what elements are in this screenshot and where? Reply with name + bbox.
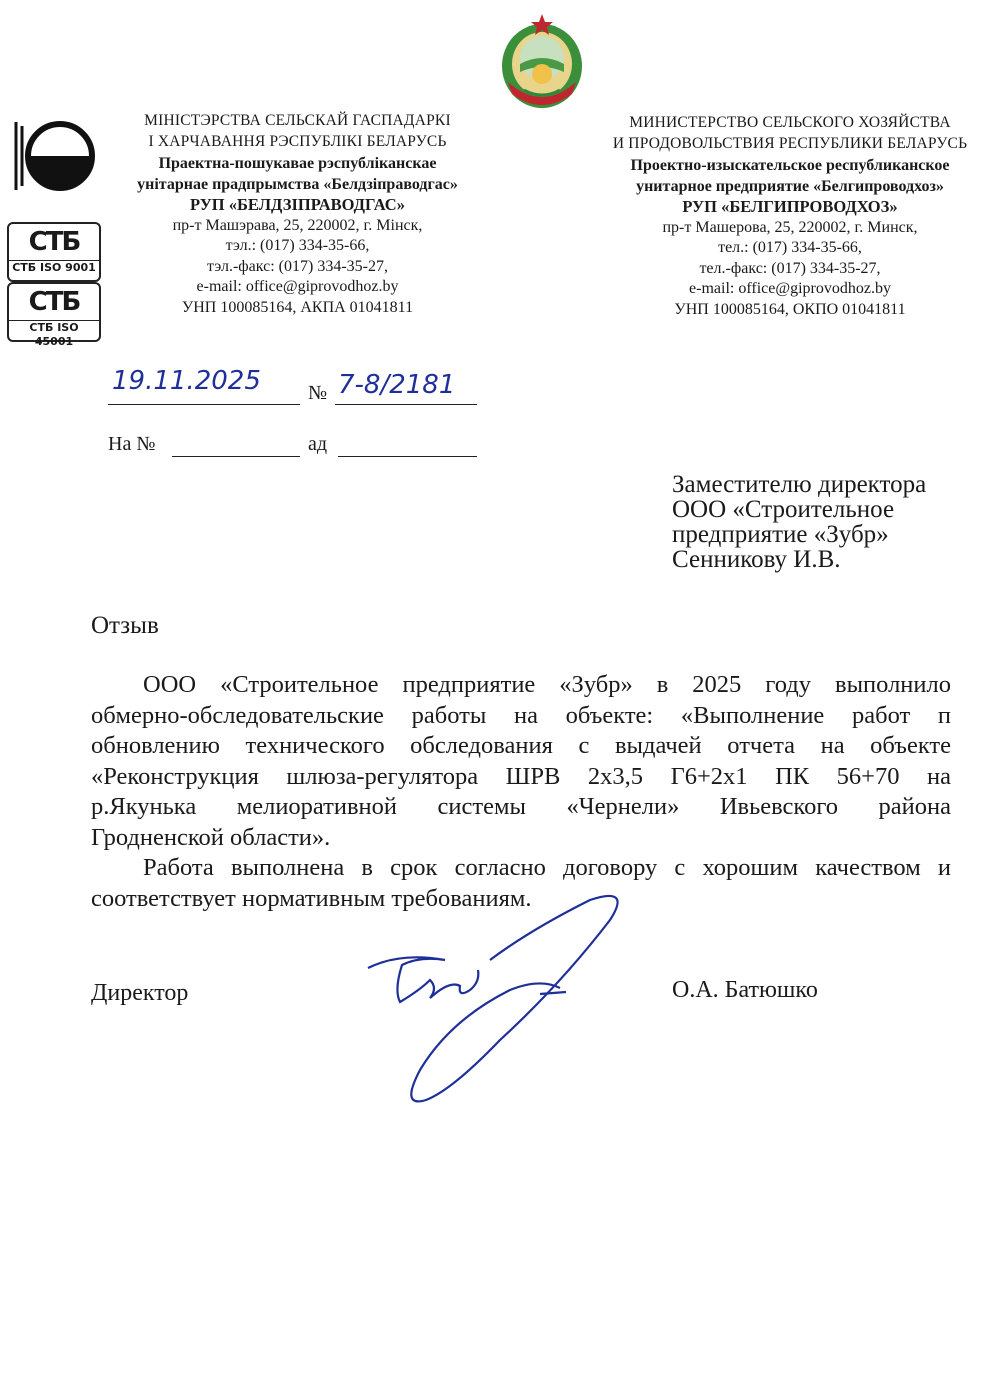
header-belarusian [100,111,495,318]
cert-mark: СТБ [28,287,80,317]
fax: тэл.-факс: (017) 334-35-27, [207,257,388,275]
org-line-1: Праектна-пошукавае рэспубліканскае [158,155,437,172]
email: e-mail: office@giprovodhoz.by [689,280,891,297]
cert-label: СТБ ISO 45001 [9,320,99,349]
ministry-line-1: МІНІСТЭРСТВА СЕЛЬСКАЙ ГАСПАДАРКІ [144,112,451,129]
company-logo-icon [10,118,94,194]
state-emblem [490,12,594,112]
handwritten-signature [360,890,640,1110]
cert-mark: СТБ [28,227,80,257]
cert-badge-iso-9001 [7,222,101,282]
ministry-line-2: І ХАРЧАВАННЯ РЭСПУБЛІКІ БЕЛАРУСЬ [148,132,447,150]
phone: тел.: (017) 334-35-66, [718,239,862,256]
body-line: р.Якунька мелиоративной системы «Чернели» Ивьевского района [91,793,951,820]
org-short-name: РУП «БЕЛДЗІПРАВОДГАС» [190,195,405,214]
org-line-2: унитарное предприятие «Белгипроводхоз» [636,177,944,195]
body-line: Работа выполнена в срок согласно договору с хорошим качеством и [143,854,951,881]
body-line: «Реконструкция шлюза-регулятора ШРВ 2х3,5 Г6+2х1 ПК 56+70 на [91,762,951,790]
addressee-line-4: Сенникову И.В. [672,546,841,573]
addressee-line-1: Заместителю директора [672,471,927,498]
fax: тел.-факс: (017) 334-35-27, [699,259,881,277]
org-short-name: РУП «БЕЛГИПРОВОДХОЗ» [682,197,898,216]
body-line: соответствует нормативным требованиям. [91,884,532,912]
number-underline [335,404,477,405]
address: пр-т Машерова, 25, 220002, г. Минск, [662,218,918,236]
ministry-line-2: И ПРОДОВОЛЬСТВИЯ РЕСПУБЛИКИ БЕЛАРУСЬ [612,134,968,152]
org-line-1: Проектно-изыскательское республиканское [630,157,950,174]
cert-badge-iso-45001 [7,282,101,348]
company-logo [10,118,94,194]
signatory-position: Директор [91,980,189,1006]
date-underline [108,404,300,405]
registration-ids: УНП 100085164, АКПА 01041811 [181,298,414,316]
state-emblem-icon [490,12,594,112]
reference-number-line [172,456,300,457]
letter-date: 19.11.2025 [112,366,261,396]
email: e-mail: office@giprovodhoz.by [196,278,399,295]
ministry-line-1: МИНИСТЕРСТВО СЕЛЬСКОГО ХОЗЯЙСТВА [629,114,951,131]
letter-body [91,670,951,914]
letter-number: 7-8/2181 [338,370,456,400]
addressee-line-2: ООО «Строительное [672,496,895,523]
reference-number-label: На № [108,433,156,455]
body-line: обмерно-обследовательские работы на объекте: «Выполнение работ п [91,701,951,729]
addressee-line-3: предприятие «Зубр» [672,521,889,548]
letter-title: Отзыв [91,612,159,639]
signatory-name: О.А. Батюшко [672,977,818,1003]
paragraph-1 [91,670,951,853]
address: пр-т Машэрава, 25, 220002, г. Мінск, [172,216,423,234]
reference-date-line [338,456,477,457]
signature-icon [360,890,640,1110]
registration-ids: УНП 100085164, ОКПО 01041811 [674,300,906,318]
body-line: ООО «Строительное предприятие «Зубр» в 2025 году выполнило [143,671,951,698]
body-line: Гродненской области». [91,823,331,851]
body-line: обновлению технического обследования с выдачей отчета на объекте [91,732,951,759]
header-russian [590,113,990,320]
phone: тэл.: (017) 334-35-66, [225,237,370,254]
reference-from-label: ад [308,433,328,455]
number-label: № [308,382,328,404]
addressee-block [672,472,992,572]
org-line-2: унітарнае прадпрымства «Белдзіправодгас» [137,175,458,193]
cert-label: СТБ ISO 9001 [9,260,99,275]
